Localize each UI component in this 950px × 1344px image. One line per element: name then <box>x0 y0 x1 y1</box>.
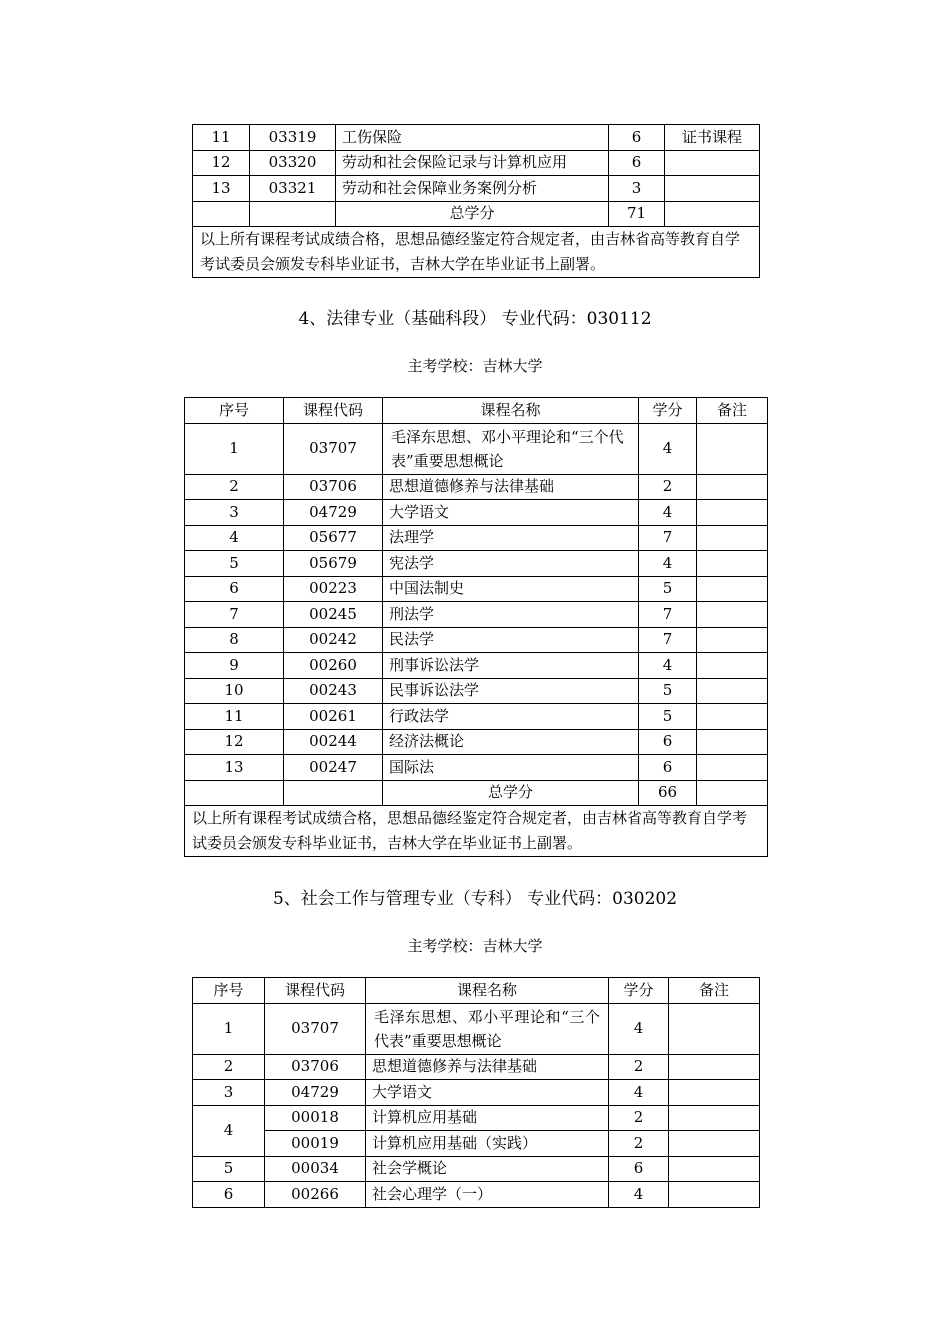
course-note <box>697 755 768 781</box>
table-row <box>193 1080 760 1106</box>
course-name: 毛泽东思想、邓小平理论和“三个代表”重要思想概论 <box>366 1003 609 1054</box>
course-code: 04729 <box>265 1080 366 1106</box>
course-note <box>697 729 768 755</box>
table-row <box>185 704 768 730</box>
course-name: 民法学 <box>383 627 639 653</box>
header-name: 课程名称 <box>383 398 639 424</box>
course-credits: 7 <box>639 525 697 551</box>
course-code: 00034 <box>265 1156 366 1182</box>
course-name: 劳动和社会保险记录与计算机应用 <box>336 150 609 176</box>
course-credits: 5 <box>639 576 697 602</box>
course-note <box>697 576 768 602</box>
table-row <box>193 1182 760 1208</box>
course-credits: 7 <box>639 602 697 628</box>
header-code: 课程代码 <box>284 398 383 424</box>
course-name: 行政法学 <box>383 704 639 730</box>
course-credits: 2 <box>609 1131 669 1157</box>
course-note <box>669 1131 760 1157</box>
table-row <box>193 1156 760 1182</box>
course-name: 法理学 <box>383 525 639 551</box>
course-code: 00260 <box>284 653 383 679</box>
row-no: 2 <box>185 474 284 500</box>
course-code: 03707 <box>284 423 383 474</box>
course-name: 经济法概论 <box>383 729 639 755</box>
course-code: 00243 <box>284 678 383 704</box>
course-code: 03706 <box>284 474 383 500</box>
course-credits: 2 <box>609 1054 669 1080</box>
course-code: 00245 <box>284 602 383 628</box>
course-name: 计算机应用基础（实践） <box>366 1131 609 1157</box>
row-no: 11 <box>193 125 250 151</box>
course-note <box>669 1156 760 1182</box>
course-credits: 4 <box>609 1003 669 1054</box>
header-code: 课程代码 <box>265 978 366 1004</box>
course-credits: 5 <box>639 704 697 730</box>
course-name: 大学语文 <box>366 1080 609 1106</box>
course-code: 00019 <box>265 1131 366 1157</box>
table-row <box>185 653 768 679</box>
course-name: 宪法学 <box>383 551 639 577</box>
row-no: 4 <box>185 525 284 551</box>
course-credits: 6 <box>639 729 697 755</box>
course-note <box>669 1080 760 1106</box>
row-no: 10 <box>185 678 284 704</box>
course-credits: 2 <box>609 1105 669 1131</box>
table-row <box>185 474 768 500</box>
header-credits: 学分 <box>609 978 669 1004</box>
course-note <box>697 525 768 551</box>
header-no: 序号 <box>193 978 265 1004</box>
course-code: 00018 <box>265 1105 366 1131</box>
course-name: 国际法 <box>383 755 639 781</box>
row-no: 1 <box>185 423 284 474</box>
course-name: 计算机应用基础 <box>366 1105 609 1131</box>
header-credits: 学分 <box>639 398 697 424</box>
total-credits: 71 <box>609 201 665 227</box>
course-credits: 6 <box>609 1156 669 1182</box>
course-note <box>697 500 768 526</box>
table-row <box>185 602 768 628</box>
header-note: 备注 <box>697 398 768 424</box>
course-credits: 6 <box>609 125 665 151</box>
course-name: 刑事诉讼法学 <box>383 653 639 679</box>
row-no: 12 <box>185 729 284 755</box>
table-row <box>193 1105 760 1131</box>
section4-school: 主考学校：吉林大学 <box>407 357 543 375</box>
course-name: 工伤保险 <box>336 125 609 151</box>
course-note <box>697 653 768 679</box>
course-credits: 7 <box>639 627 697 653</box>
table-row <box>193 1003 760 1054</box>
table-row <box>185 627 768 653</box>
graduation-footnote: 以上所有课程考试成绩合格，思想品德经鉴定符合规定者，由吉林省高等教育自学考试委员会颁发专科毕业证书，吉林大学在毕业证书上副署。 <box>193 227 760 278</box>
row-no: 5 <box>193 1156 265 1182</box>
row-no: 12 <box>193 150 250 176</box>
table-row <box>185 525 768 551</box>
course-note <box>697 423 768 474</box>
course-note <box>665 176 760 202</box>
course-name: 思想道德修养与法律基础 <box>383 474 639 500</box>
course-code: 00261 <box>284 704 383 730</box>
header-no: 序号 <box>185 398 284 424</box>
course-note <box>669 1182 760 1208</box>
course-credits: 3 <box>609 176 665 202</box>
header-note: 备注 <box>669 978 760 1004</box>
course-note <box>669 1054 760 1080</box>
section4-course-table <box>184 397 768 857</box>
course-name: 劳动和社会保障业务案例分析 <box>336 176 609 202</box>
course-note <box>669 1003 760 1054</box>
course-code: 00242 <box>284 627 383 653</box>
table-row <box>193 150 760 176</box>
row-no: 1 <box>193 1003 265 1054</box>
course-name: 刑法学 <box>383 602 639 628</box>
course-credits: 4 <box>609 1080 669 1106</box>
table-row <box>185 729 768 755</box>
table-row <box>185 755 768 781</box>
table-row <box>185 551 768 577</box>
course-code: 03319 <box>250 125 336 151</box>
section4-heading: 4、法律专业（基础科段） 专业代码：030112 <box>298 309 652 329</box>
row-no: 6 <box>185 576 284 602</box>
course-credits: 4 <box>609 1182 669 1208</box>
course-code: 00223 <box>284 576 383 602</box>
course-name: 中国法制史 <box>383 576 639 602</box>
course-credits: 6 <box>639 755 697 781</box>
row-no: 8 <box>185 627 284 653</box>
course-code: 05679 <box>284 551 383 577</box>
row-no: 3 <box>193 1080 265 1106</box>
total-credits: 66 <box>639 780 697 806</box>
table-row <box>193 176 760 202</box>
course-name: 社会心理学（一） <box>366 1182 609 1208</box>
course-note <box>697 602 768 628</box>
table-header-row <box>185 398 768 424</box>
row-no: 2 <box>193 1054 265 1080</box>
course-code: 03321 <box>250 176 336 202</box>
course-credits: 4 <box>639 551 697 577</box>
course-code: 00247 <box>284 755 383 781</box>
footnote-row <box>185 806 768 857</box>
graduation-footnote: 以上所有课程考试成绩合格，思想品德经鉴定符合规定者，由吉林省高等教育自学考试委员会颁发专科毕业证书，吉林大学在毕业证书上副署。 <box>185 806 768 857</box>
course-credits: 4 <box>639 423 697 474</box>
total-label: 总学分 <box>383 780 639 806</box>
row-no: 7 <box>185 602 284 628</box>
course-code: 05677 <box>284 525 383 551</box>
row-no: 5 <box>185 551 284 577</box>
course-name: 毛泽东思想、邓小平理论和“三个代表”重要思想概论 <box>383 423 639 474</box>
total-row <box>185 780 768 806</box>
table-row <box>193 1131 760 1157</box>
course-code: 03706 <box>265 1054 366 1080</box>
footnote-row <box>193 227 760 278</box>
course-name: 民事诉讼法学 <box>383 678 639 704</box>
total-label: 总学分 <box>336 201 609 227</box>
course-note <box>697 551 768 577</box>
course-credits: 5 <box>639 678 697 704</box>
row-no: 6 <box>193 1182 265 1208</box>
course-note <box>697 627 768 653</box>
row-no: 4 <box>193 1105 265 1156</box>
course-code: 00266 <box>265 1182 366 1208</box>
course-code: 04729 <box>284 500 383 526</box>
row-no: 9 <box>185 653 284 679</box>
course-note <box>669 1105 760 1131</box>
table-row <box>185 678 768 704</box>
course-name: 思想道德修养与法律基础 <box>366 1054 609 1080</box>
table-header-row <box>193 978 760 1004</box>
section5-school: 主考学校：吉林大学 <box>407 937 543 955</box>
course-credits: 4 <box>639 653 697 679</box>
course-credits: 6 <box>609 150 665 176</box>
header-name: 课程名称 <box>366 978 609 1004</box>
course-note <box>697 678 768 704</box>
table-row <box>185 576 768 602</box>
table-row <box>185 500 768 526</box>
course-credits: 2 <box>639 474 697 500</box>
section5-heading: 5、社会工作与管理专业（专科） 专业代码：030202 <box>272 889 678 909</box>
course-note <box>697 704 768 730</box>
row-no: 13 <box>185 755 284 781</box>
course-name: 大学语文 <box>383 500 639 526</box>
course-code: 03707 <box>265 1003 366 1054</box>
course-code: 03320 <box>250 150 336 176</box>
row-no: 13 <box>193 176 250 202</box>
table-row <box>193 1054 760 1080</box>
section5-course-table <box>192 977 760 1208</box>
course-note: 证书课程 <box>665 125 760 151</box>
course-note <box>697 474 768 500</box>
row-no: 11 <box>185 704 284 730</box>
section3-course-table <box>192 124 760 278</box>
course-code: 00244 <box>284 729 383 755</box>
total-row <box>193 201 760 227</box>
table-row <box>193 125 760 151</box>
row-no: 3 <box>185 500 284 526</box>
table-row <box>185 423 768 474</box>
course-note <box>665 150 760 176</box>
course-name: 社会学概论 <box>366 1156 609 1182</box>
course-credits: 4 <box>639 500 697 526</box>
